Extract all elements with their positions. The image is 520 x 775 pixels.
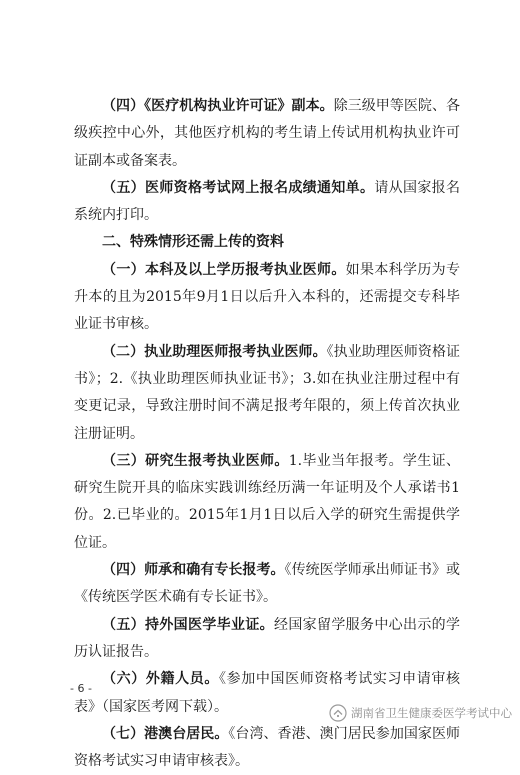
section-heading-text: 二、特殊情形还需上传的资料 — [102, 234, 284, 251]
paragraph-text: 如果本科学历为专升本的且为2015年9月1日以后升入本科的，还需提交专科毕业证书审核。 — [74, 261, 461, 333]
paragraph-medical-institution-license — [74, 93, 460, 175]
page-number: - 6 - — [70, 682, 92, 695]
paragraph-lead: （七）港澳台居民。 — [102, 725, 229, 742]
paragraph-lead: （二）执业助理医师报考执业医师。 — [102, 343, 327, 360]
paragraph-lead: （六）外籍人员。 — [102, 671, 219, 688]
section-heading-special-cases — [74, 229, 460, 256]
top-margin — [0, 0, 520, 56]
paragraph-lead: （四）师承和确有专长报考。 — [102, 562, 285, 579]
paragraph-lead: （四）《医疗机构执业许可证》副本。 — [102, 98, 334, 114]
paragraph-text: 《台湾、香港、澳门居民参加国家医师资格考试实习申请审核表》。 — [74, 725, 461, 770]
paragraph-text: 除三级甲等医院、各级疾控中心外，其他医疗机构的考生请上传试用机构执业许可证副本或备案表。 — [74, 98, 461, 169]
paragraph-lead: （一）本科及以上学历报考执业医师。 — [102, 261, 346, 278]
paragraph-postgraduate — [74, 448, 460, 557]
paragraph-hk-macao-taiwan — [74, 721, 460, 775]
paragraph-text: 《执业助理医师资格证书》；2.《执业助理医师执业证书》；3.如在执业注册过程中有变更记录，导致注册时间不满足报考年限的，须上传首次执业注册证明。 — [74, 343, 461, 442]
paragraph-lead: （五）持外国医学毕业证。 — [102, 616, 274, 633]
paragraph-text: 《传统医学师承出师证书》或《传统医学医术确有专长证书》。 — [74, 562, 461, 606]
paragraph-text: 1.毕业当年报考。学生证、研究生院开具的临床实践训练经历满一年证明及个人承诺书1份。2.已毕业的。2015年1月1日以后入学的研究生需提供学位证。 — [74, 452, 461, 551]
paragraph-lead: （三）研究生报考执业医师。 — [102, 452, 289, 469]
paragraph-bachelor-degree — [74, 257, 460, 339]
paragraph-text: 经国家留学服务中心出示的学历认证报告。 — [74, 616, 460, 660]
paragraph-foreign-graduate — [74, 612, 460, 667]
wechat-channel-icon — [329, 704, 347, 722]
paragraph-apprenticeship — [74, 557, 460, 612]
paragraph-text: 《参加中国医师资格考试实习申请审核表》（国家医考网下载）。 — [74, 671, 460, 715]
watermark-text: 湖南省卫生健康委医学考试中心 — [351, 706, 512, 720]
watermark — [329, 704, 512, 722]
paragraph-text: 请从国家报名系统内打印。 — [74, 179, 461, 224]
paragraph-score-notice — [74, 175, 460, 230]
document-body — [74, 93, 460, 775]
paragraph-lead: （五）医师资格考试网上报名成绩通知单。 — [102, 179, 375, 196]
paragraph-assistant-physician — [74, 339, 460, 448]
